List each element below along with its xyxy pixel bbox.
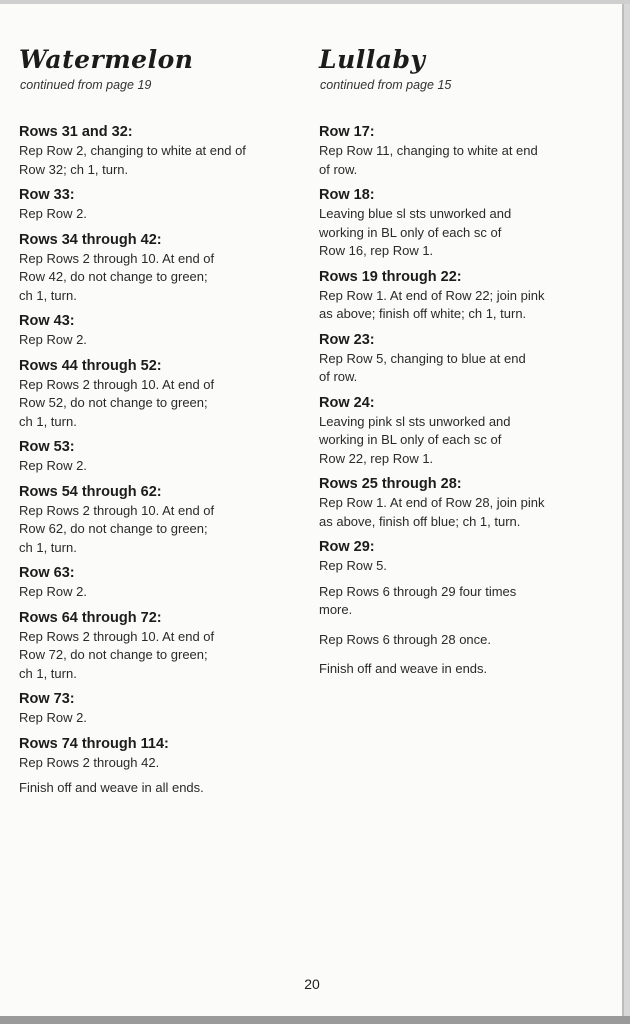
- instruction-entry: [19, 438, 309, 476]
- row-instruction: Rep Row 2.: [19, 584, 87, 599]
- closing-instruction: Finish off and weave in all ends.: [19, 780, 204, 795]
- page-number: 20: [304, 976, 320, 992]
- row-instruction: Rep Row 2.: [19, 206, 87, 221]
- row-heading: Row 33:: [19, 187, 75, 203]
- lullaby-subtitle: continued from page 15: [320, 78, 452, 92]
- instruction-entry: [19, 312, 309, 350]
- row-instruction: Rep Row 5.: [319, 558, 387, 573]
- watermelon-instructions: [19, 123, 309, 798]
- instruction-entry: [319, 538, 609, 576]
- instruction-entry: [19, 123, 309, 179]
- row-instruction: Rep Rows 2 through 10. At end of Row 62, do not change to green; ch 1, turn.: [19, 502, 215, 555]
- row-heading: Rows 44 through 52:: [19, 357, 162, 374]
- instruction-entry: [19, 735, 309, 773]
- closing-instruction: Rep Rows 6 through 28 once.: [319, 631, 491, 647]
- row-instruction: Rep Row 2, changing to white at end of Row 32; ch 1, turn.: [19, 143, 246, 177]
- row-heading: Row 23:: [319, 331, 375, 348]
- instruction-entry: [319, 268, 609, 324]
- book-page: [0, 4, 624, 1016]
- closing-instruction: Rep Rows 6 through 29 four times more.: [319, 583, 517, 617]
- row-instruction: Rep Row 1. At end of Row 22; join pink as above; finish off white; ch 1, turn.: [319, 287, 545, 321]
- instruction-entry: [319, 186, 609, 261]
- watermelon-subtitle: continued from page 19: [20, 78, 152, 92]
- instruction-entry: [319, 475, 609, 531]
- row-instruction: Rep Row 11, changing to white at end of row.: [319, 143, 538, 177]
- closing-instruction: Finish off and weave in ends.: [319, 661, 488, 676]
- row-instruction: Leaving blue sl sts unworked and working in BL only of each sc of Row 16, rep Row 1.: [319, 206, 512, 258]
- lullaby-column: [319, 44, 609, 690]
- row-heading: Row 17:: [319, 124, 375, 140]
- row-instruction: Rep Rows 2 through 42.: [19, 754, 160, 770]
- row-heading: Rows 64 through 72:: [19, 609, 162, 626]
- row-heading: Row 18:: [319, 187, 375, 203]
- instruction-entry: [19, 357, 309, 432]
- row-instruction: Rep Row 2.: [19, 710, 87, 725]
- row-instruction: Rep Row 2.: [19, 458, 87, 473]
- row-heading: Rows 31 and 32:: [19, 124, 133, 140]
- instruction-entry: [19, 186, 309, 224]
- row-heading: Row 53:: [19, 439, 75, 455]
- instruction-entry: [19, 690, 309, 728]
- row-instruction: Rep Row 5, changing to blue at end of row.: [319, 350, 526, 384]
- instruction-entry: [319, 394, 609, 469]
- instruction-entry: [19, 609, 309, 684]
- instruction-entry: [19, 231, 309, 306]
- lullaby-instructions: [319, 123, 609, 679]
- row-heading: Rows 25 through 28:: [319, 476, 462, 492]
- row-heading: Row 73:: [19, 691, 75, 707]
- row-instruction: Rep Row 1. At end of Row 28, join pink as above, finish off blue; ch 1, turn.: [319, 495, 545, 529]
- row-heading: Rows 74 through 114:: [19, 735, 169, 752]
- row-instruction: Rep Rows 2 through 10. At end of Row 52, do not change to green; ch 1, turn.: [19, 376, 215, 429]
- row-instruction: Rep Row 2.: [19, 332, 87, 347]
- row-heading: Row 43:: [19, 313, 75, 329]
- instruction-entry: [319, 123, 609, 179]
- lullaby-title: Lullaby: [319, 45, 426, 74]
- row-heading: Rows 54 through 62:: [19, 483, 162, 500]
- row-heading: Rows 34 through 42:: [19, 231, 162, 248]
- page-bottom-edge: [0, 1016, 630, 1024]
- row-instruction: Leaving pink sl sts unworked and working in BL only of each sc of Row 22, rep Row 1.: [319, 413, 511, 466]
- row-instruction: Rep Rows 2 through 10. At end of Row 42, do not change to green; ch 1, turn.: [19, 250, 215, 303]
- instruction-entry: [319, 331, 609, 387]
- instruction-entry: [19, 483, 309, 558]
- row-heading: Row 63:: [19, 565, 75, 581]
- row-heading: Row 29:: [319, 539, 375, 555]
- row-instruction: Rep Rows 2 through 10. At end of Row 72, do not change to green; ch 1, turn.: [19, 628, 215, 681]
- watermelon-title: Watermelon: [19, 45, 194, 74]
- row-heading: Rows 19 through 22:: [319, 268, 462, 285]
- watermelon-column: [19, 44, 309, 809]
- instruction-entry: [19, 564, 309, 602]
- row-heading: Row 24:: [319, 394, 375, 411]
